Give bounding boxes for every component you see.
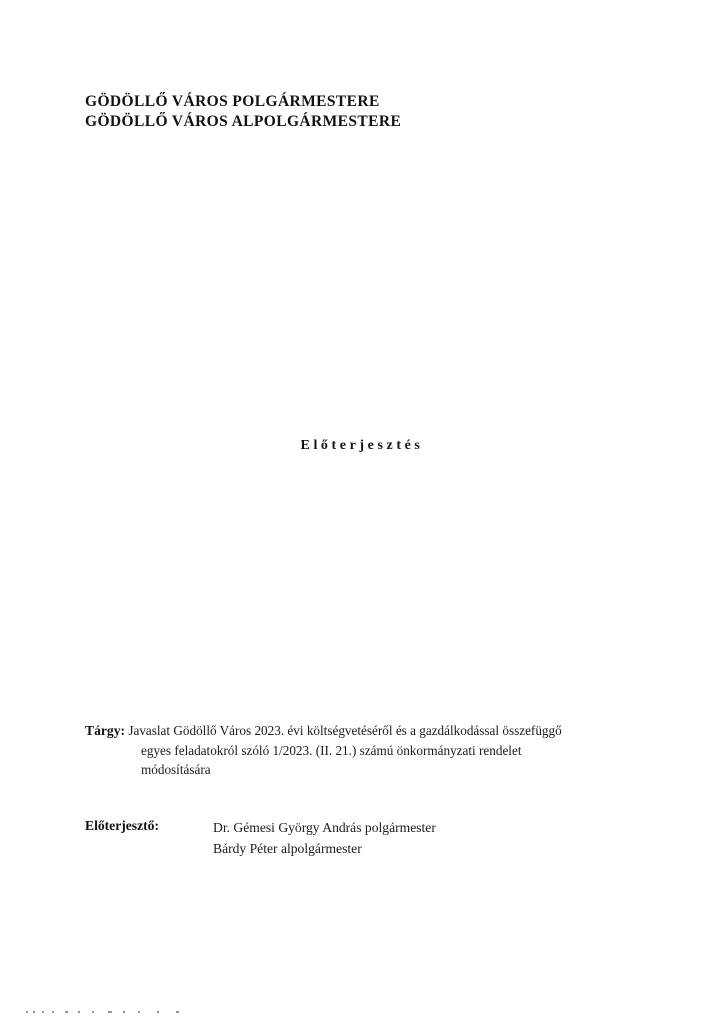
header-line-mayor: GÖDÖLLŐ VÁROS POLGÁRMESTERE [85,93,380,110]
subject-label: Tárgy: [85,723,126,738]
presenter-names [213,818,436,859]
document-title: Előterjesztés [300,438,424,453]
header-line-deputy-mayor: GÖDÖLLŐ VÁROS ALPOLGÁRMESTERE [85,113,402,131]
subject-second-line [85,741,661,760]
subject-text-line2: egyes feladatokról szóló 1/2023. (II. 21.) számú önkormányzati rendelet [141,742,522,758]
document-header [85,92,645,133]
presenter-name-mayor: Dr. Gémesi György András polgármester [213,820,436,835]
presenter-name-deputy: Bárdy Péter alpolgármester [213,840,362,856]
subject-first-line [85,721,661,741]
subject-block [85,721,661,779]
presenter-label: Előterjesztő: [85,818,159,833]
presenter-block [85,818,661,859]
subject-third-line [85,760,661,779]
subject-text-line3: módosítására [141,761,211,777]
subject-text-line1: Javaslat Gödöllő Város 2023. évi költségvetéséről és a gazdálkodással összefüggő [128,723,562,738]
scan-noise-specks [26,1009,206,1015]
